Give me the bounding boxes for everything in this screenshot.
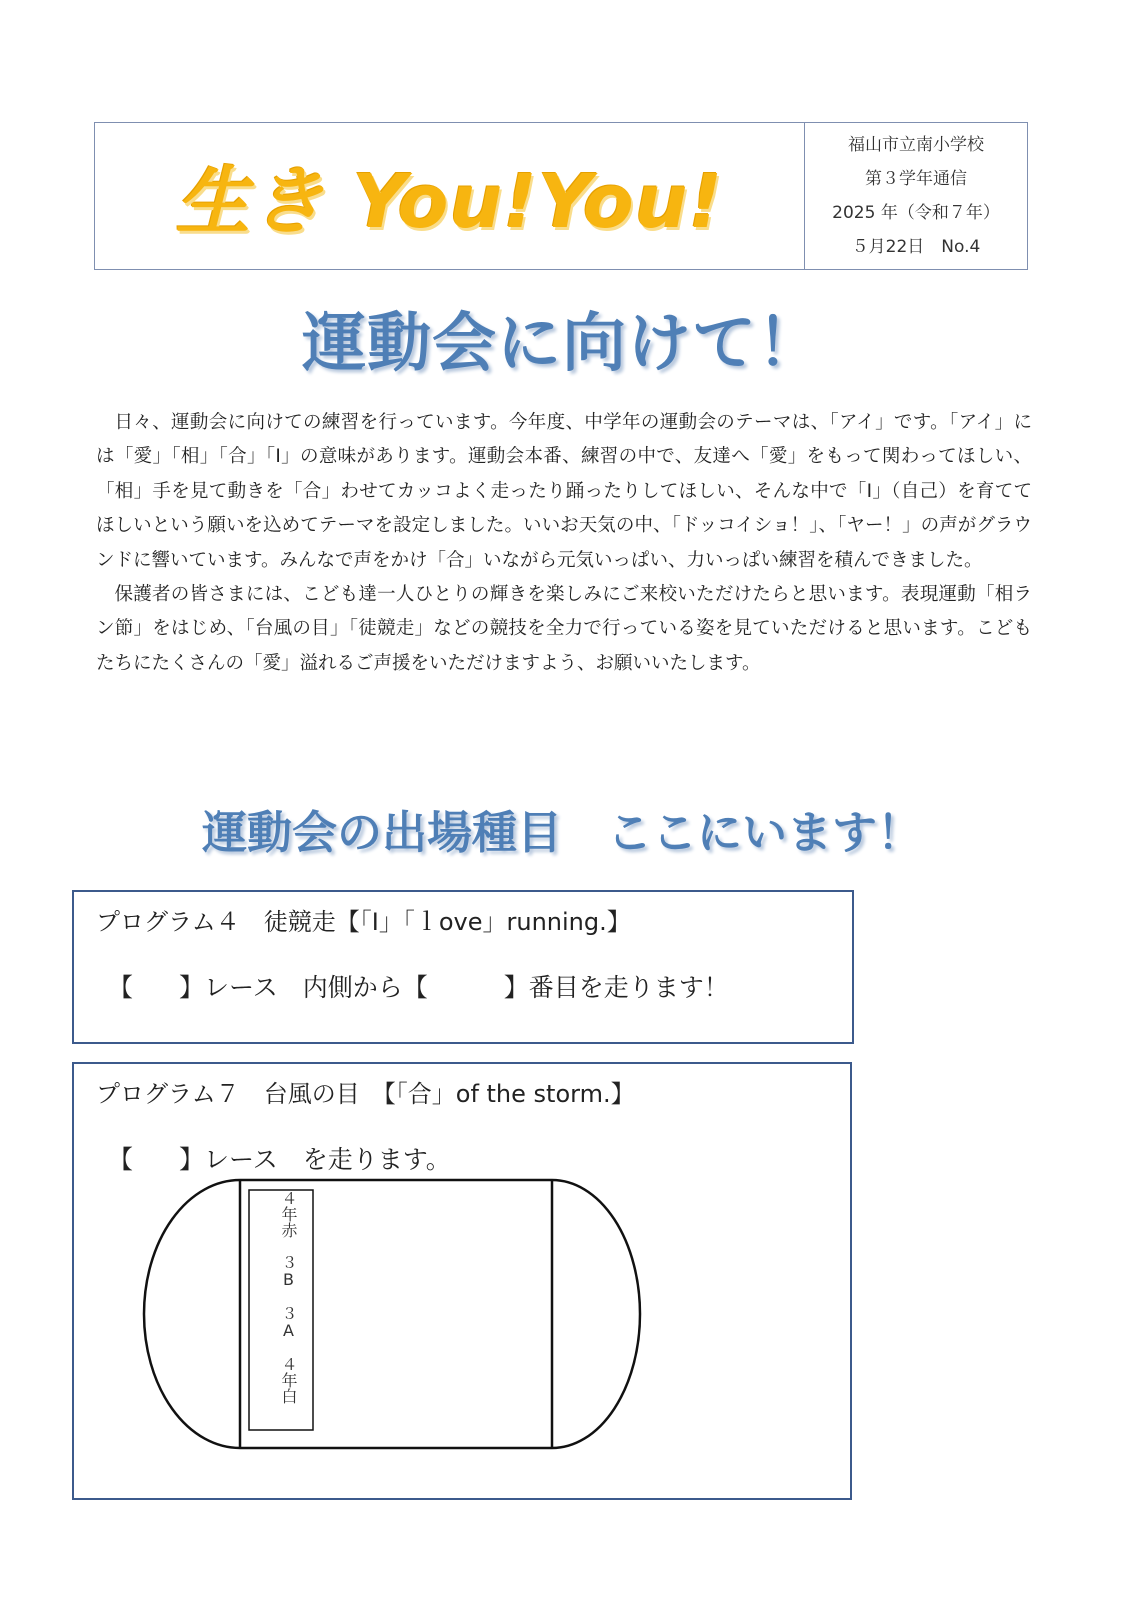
newsletter-logo [95, 123, 805, 269]
race-number-blank [133, 968, 179, 1004]
header-info [805, 123, 1027, 269]
body-text [96, 406, 1032, 681]
issue-year: 2025 年（令和７年） [832, 203, 1000, 223]
newsletter-name: 第３学年通信 [865, 169, 967, 189]
issue-date-number: ５月22日 No.4 [851, 237, 981, 257]
race-run-text: 】レース を走ります。 [179, 1145, 451, 1174]
bracket-open: 【 [108, 973, 134, 1002]
bracket-open: 【 [108, 1145, 134, 1174]
lane-order-blank [428, 968, 504, 1004]
program-7-box [72, 1062, 852, 1500]
run-text: 】番目を走ります！ [503, 973, 729, 1002]
track-diagram [74, 1064, 850, 1498]
school-name: 福山市立南小学校 [848, 135, 984, 155]
program-4-title: プログラム４ 徒競走【「I」「ｌove」running.】 [96, 908, 631, 936]
program-4-box [72, 890, 854, 1044]
paragraph-2: 保護者の皆さまには、こども達一人ひとりの輝きを楽しみにご来校いただけたらと思います。表現運動「相ラン節」をはじめ、「台風の目」「徒競走」などの競技を全力で行っている姿を見ていただけると思います。こどもたちにたくさんの「愛」溢れるご声援をいただけますよう、お願いいたします。 [96, 584, 1032, 674]
race-lane-text: 】レース 内側から【 [179, 973, 428, 1002]
lane-order-label: ４年赤 ３B ３A ４年白 [279, 1190, 298, 1404]
main-title: 運動会に向けて！ [302, 307, 822, 381]
section-title: 運動会の出場種目 ここにいます！ [201, 806, 922, 859]
track-outline [144, 1180, 640, 1448]
logo-text: 生き You!You! [175, 159, 724, 245]
program-7-title: プログラム７ 台風の目 【「合」of the storm.】 [96, 1080, 635, 1108]
header-banner [94, 122, 1028, 270]
paragraph-1: 日々、運動会に向けての練習を行っています。今年度、中学年の運動会のテーマは、「アイ」です。「アイ」には「愛」「相」「合」「I」の意味があります。運動会本番、練習の中で、友達へ「愛」をもって関わってほしい、「相」手を見て動きを「合」わせてカッコよく走ったり踊ったりしてほしい、そんな中で「I」（自己）を育ててほしいという願いを込めてテーマを設定しました。いいお天気の中、「ドッコイショ！」、「ヤー！」の声がグラウンドに響いています。みんなで声をかけ「合」いながら元気いっぱい、力いっぱい練習を積んできました。 [96, 412, 1032, 571]
program-4-fill-line [108, 968, 729, 1004]
